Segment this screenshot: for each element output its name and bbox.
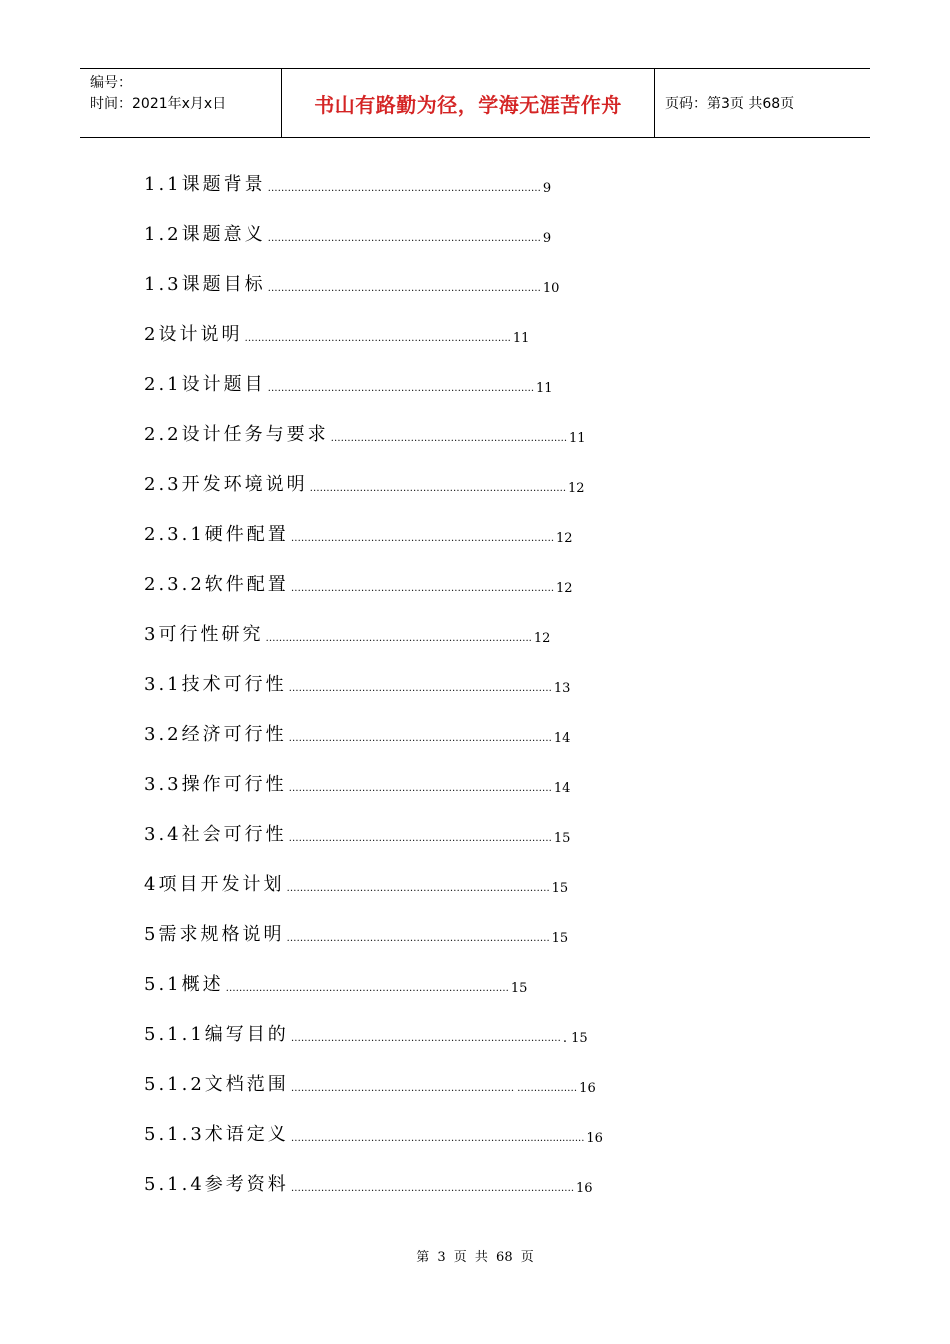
header-motto: 书山有路勤为径，学海无涯苦作舟 xyxy=(282,69,655,137)
toc-entry-title: 5.1.2文档范围 xyxy=(144,1074,289,1095)
document-number-label: 编号： xyxy=(90,75,132,91)
toc-entry[interactable] xyxy=(144,467,784,517)
toc-entry-page: 16 xyxy=(576,1181,593,1196)
toc-entry-leader: …………………………………………………………. ……………… xyxy=(290,1083,578,1094)
toc-entry-page: 12 xyxy=(556,581,573,596)
toc-entry-title: 2.3.1硬件配置 xyxy=(144,524,289,545)
toc-entry-page: 15 xyxy=(551,881,569,896)
toc-entry-leader: …………………………………………………………………………. xyxy=(290,1183,574,1194)
toc-entry[interactable] xyxy=(144,217,784,267)
toc-entry-page: 14 xyxy=(553,781,571,796)
toc-entry-title: 3.4社会可行性 xyxy=(144,824,287,845)
toc-entry[interactable] xyxy=(144,967,784,1017)
toc-entry-leader: ……………………………………………………………………. xyxy=(288,783,552,794)
toc-entry-page: 9 xyxy=(542,181,552,196)
toc-entry[interactable] xyxy=(144,167,784,217)
toc-entry-page: 11 xyxy=(536,381,553,396)
toc-entry-page: 16 xyxy=(586,1131,603,1146)
toc-entry-page: 11 xyxy=(512,331,530,346)
toc-entry-leader: ………………………………………………………………………. xyxy=(267,283,541,294)
toc-entry-title: 3.2经济可行性 xyxy=(144,724,287,745)
toc-entry[interactable] xyxy=(144,767,784,817)
toc-entry[interactable] xyxy=(144,1017,784,1067)
toc-entry-leader: …………………………………………………………………….. xyxy=(267,383,534,394)
toc-entry-page: 15 xyxy=(510,981,528,996)
page-header xyxy=(80,68,870,138)
toc-entry-page: 12 xyxy=(568,481,585,496)
toc-entry-title: 3可行性研究 xyxy=(144,624,264,645)
toc-entry-page: 14 xyxy=(553,731,571,746)
toc-entry[interactable] xyxy=(144,1067,784,1117)
toc-entry-title: 5.1.3术语定义 xyxy=(144,1124,289,1145)
toc-entry-leader: ……………………………………………………………………. xyxy=(288,833,552,844)
toc-entry-title: 2.1设计题目 xyxy=(144,374,266,395)
toc-entry-title: 2.3开发环境说明 xyxy=(144,474,308,495)
toc-entry-title: 2.2设计任务与要求 xyxy=(144,424,329,445)
toc-entry-leader: ……………………………………………………………………. xyxy=(286,883,550,894)
toc-entry-title: 1.3课题目标 xyxy=(144,274,266,295)
toc-entry[interactable] xyxy=(144,367,784,417)
toc-entry-leader: …………………………………………………………………….. xyxy=(265,633,532,644)
toc-entry-page: 12 xyxy=(533,631,551,646)
toc-entry-page: 12 xyxy=(556,531,573,546)
toc-entry-page: 13 xyxy=(553,681,571,696)
toc-entry-leader: ………………………………………………………………….. xyxy=(309,483,566,494)
toc-entry-title: 3.1技术可行性 xyxy=(144,674,287,695)
toc-entry-page: 15 xyxy=(553,831,571,846)
toc-entry[interactable] xyxy=(144,417,784,467)
toc-entry[interactable] xyxy=(144,1167,784,1217)
toc-entry-title: 2设计说明 xyxy=(144,324,243,345)
page-footer: 第 3 页 共 68 页 xyxy=(416,1250,534,1265)
toc-entry[interactable] xyxy=(144,617,784,667)
toc-entry-page: 16 xyxy=(579,1081,596,1096)
table-of-contents xyxy=(144,167,784,1217)
toc-entry-title: 1.2课题意义 xyxy=(144,224,266,245)
toc-entry[interactable] xyxy=(144,917,784,967)
toc-entry-page: 9 xyxy=(542,231,552,246)
toc-entry-page: 11 xyxy=(569,431,586,446)
toc-entry-leader: ………………………………………………………………………. xyxy=(267,183,541,194)
toc-entry-title: 2.3.2软件配置 xyxy=(144,574,289,595)
toc-entry-leader: ……………………………………………………………………. xyxy=(290,583,554,594)
header-meta xyxy=(80,69,282,137)
toc-entry-title: 5.1概述 xyxy=(144,974,224,995)
toc-entry-leader: ……………………………………………………………………. xyxy=(288,733,552,744)
document-date: 时间：2021年x月x日 xyxy=(90,96,227,112)
toc-entry-page: 15 xyxy=(551,931,569,946)
toc-entry-leader: ……………………………………………………………………. xyxy=(290,533,554,544)
toc-entry[interactable] xyxy=(144,667,784,717)
toc-entry-title: 5需求规格说明 xyxy=(144,924,285,945)
toc-entry-page: 10 xyxy=(542,281,560,296)
toc-entry-leader: …………………………………………………………….................... xyxy=(290,1133,585,1144)
toc-entry-title: 5.1.1编写目的 xyxy=(144,1024,289,1045)
toc-entry[interactable] xyxy=(144,517,784,567)
toc-entry[interactable] xyxy=(144,817,784,867)
toc-entry-leader: ………………………………………………………………………. xyxy=(267,233,541,244)
toc-entry-title: 5.1.4参考资料 xyxy=(144,1174,289,1195)
toc-entry-leader: ……………………………………………………………………. xyxy=(286,933,550,944)
toc-entry-title: 3.3操作可行性 xyxy=(144,774,287,795)
header-page-info: 页码：第3页 共68页 xyxy=(665,96,795,112)
toc-entry-leader: …………………………………………………………….. xyxy=(330,433,567,444)
toc-entry-page: . 15 xyxy=(562,1031,588,1046)
toc-entry-leader: ……………………………………………………………………. xyxy=(288,683,552,694)
toc-entry-leader: ……………………………………………………………………… xyxy=(290,1033,561,1044)
toc-entry-title: 4项目开发计划 xyxy=(144,874,285,895)
toc-entry[interactable] xyxy=(144,267,784,317)
toc-entry-leader: …………………………………………………………………………. xyxy=(225,983,509,994)
toc-entry-title: 1.1课题背景 xyxy=(144,174,266,195)
toc-entry[interactable] xyxy=(144,317,784,367)
toc-entry[interactable] xyxy=(144,1117,784,1167)
toc-entry[interactable] xyxy=(144,717,784,767)
toc-entry[interactable] xyxy=(144,567,784,617)
toc-entry[interactable] xyxy=(144,867,784,917)
toc-entry-leader: …………………………………………………………………….. xyxy=(244,333,511,344)
